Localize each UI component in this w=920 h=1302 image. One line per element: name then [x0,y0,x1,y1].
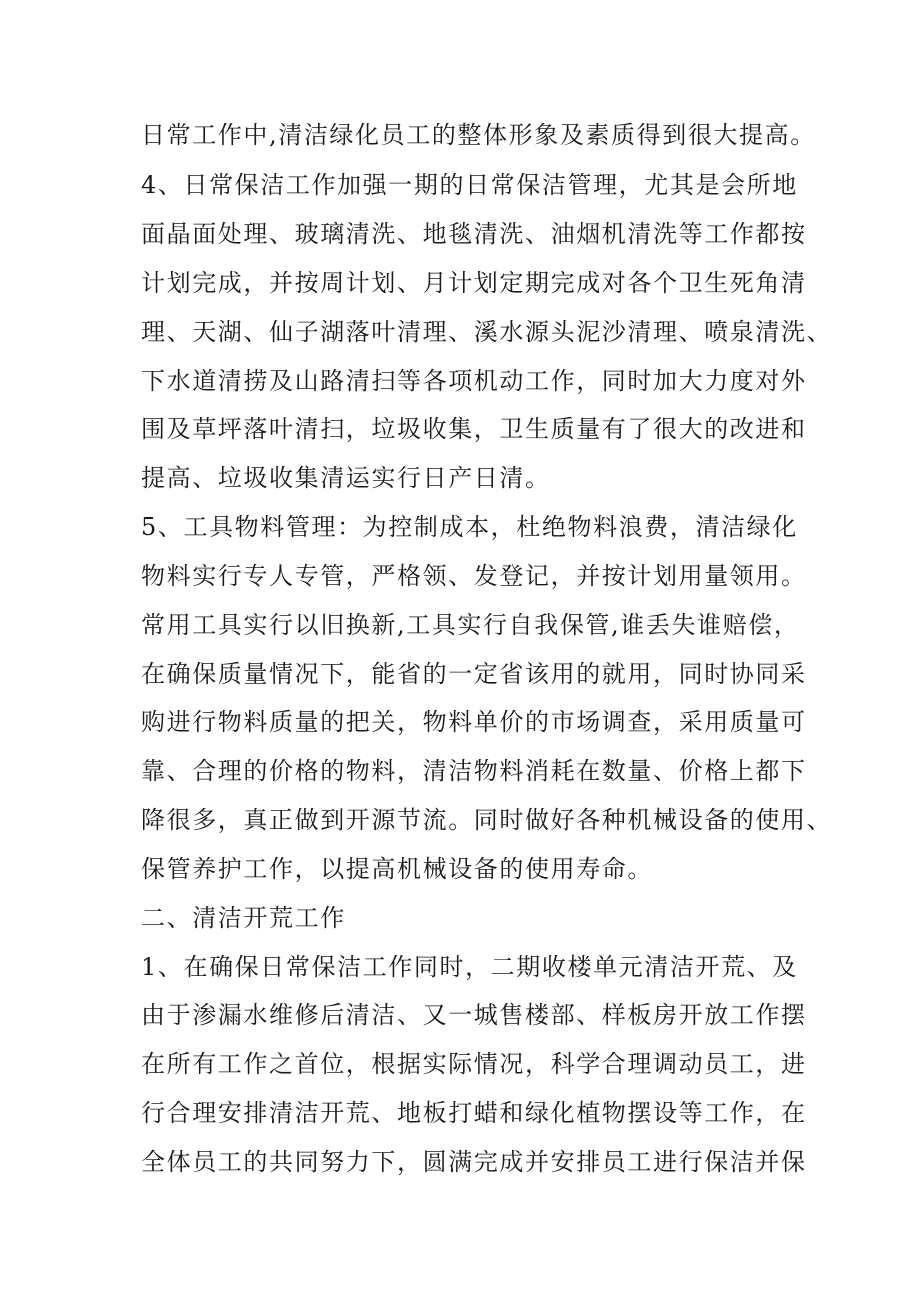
text-line: 5、工具物料管理：为控制成本，杜绝物料浪费，清洁绿化 [141,513,798,541]
text-line: 靠、合理的价格的物料，清洁物料消耗在数量、价格上都下 [141,757,807,785]
section-heading: 二、清洁开荒工作 [141,904,346,932]
text-line: 1、在确保日常保洁工作同时，二期收楼单元清洁开荒、及 [141,953,798,981]
text-line: 购进行物料质量的把关，物料单价的市场调查，采用质量可 [141,708,807,736]
text-line: 面晶面处理、玻璃清洗、地毯清洗、油烟机清洗等工作都按 [141,220,807,248]
text-line: 理、天湖、仙子湖落叶清理、溪水源头泥沙清理、喷泉清洗、 [141,318,833,346]
text-line: 由于渗漏水维修后清洁、又一城售楼部、样板房开放工作摆 [141,1001,807,1029]
text-line: 行合理安排清洁开荒、地板打蜡和绿化植物摆设等工作，在 [141,1099,807,1127]
text-line: 下水道清捞及山路清扫等各项机动工作，同时加大力度对外 [141,367,807,395]
text-line: 全体员工的共同努力下，圆满完成并安排员工进行保洁并保 [141,1148,807,1176]
text-line: 提高、垃圾收集清运实行日产日清。 [141,464,551,492]
text-line: 常用工具实行以旧换新,工具实行自我保管,谁丢失谁赔偿， [141,611,800,639]
text-line: 4、日常保洁工作加强一期的日常保洁管理，尤其是会所地 [141,171,798,199]
text-line: 在所有工作之首位，根据实际情况，科学合理调动员工，进 [141,1050,807,1078]
text-line: 围及草坪落叶清扫，垃圾收集，卫生质量有了很大的改进和 [141,415,807,443]
text-line: 在确保质量情况下，能省的一定省该用的就用，同时协同采 [141,660,807,688]
text-line: 降很多，真正做到开源节流。同时做好各种机械设备的使用、 [141,806,833,834]
text-line: 保管养护工作，以提高机械设备的使用寿命。 [141,855,653,883]
text-line: 计划完成，并按周计划、月计划定期完成对各个卫生死角清 [141,269,807,297]
text-line: 物料实行专人专管，严格领、发登记，并按计划用量领用。 [141,562,807,590]
text-line: 日常工作中,清洁绿化员工的整体形象及素质得到很大提高。 [141,121,816,149]
